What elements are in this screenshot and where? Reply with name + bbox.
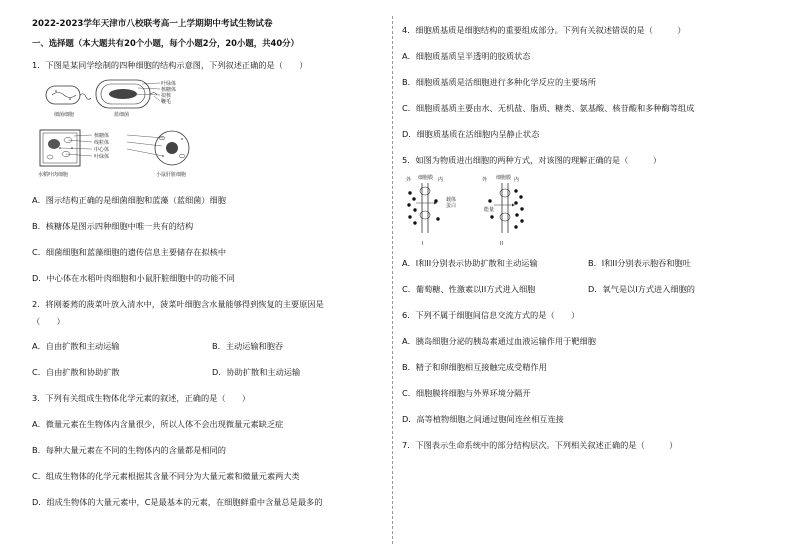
fig1-caption-rice: 水稻叶肉细胞 [38,172,69,178]
fig1-caption-cyanobacteria: 蓝细菌 [114,112,130,118]
question-5-option-c: C．葡萄糖、性激素以II方式进入细胞 [402,284,536,294]
question-5-figure [402,171,774,251]
question-1-option-c: C．细菌细胞和蓝藻细胞的遗传信息主要储存在拟核中 [32,247,227,257]
question-7-stem: 7．下图表示生命系统中的部分结构层次。下列相关叙述正确的是（ ） [402,440,678,450]
fig5-label-inside-2: 内 [514,177,520,183]
cyanobacteria-drawing [96,80,157,108]
fig1-label-nucleoid: 拟核 [161,93,172,99]
fig1-label-flagellum: 鞭毛 [161,99,172,105]
fig1-label-chloroplast-top: 叶绿体 [161,81,177,87]
question-6-option-a: A．胰岛细胞分泌的胰岛素通过血液运输作用于靶细胞 [402,336,596,346]
question-5-option-a: A．I和II分别表示协助扩散和主动运输 [402,258,538,268]
cell-diagrams [32,76,192,188]
fig5-roman-2: II [500,241,503,247]
fig1-label-ribosome: 核糖体 [94,133,110,139]
question-2-option-d: D．协助扩散和主动运输 [212,367,301,377]
fig5-roman-1: I [422,241,424,247]
question-6-option-c: C．细胞膜将细胞与外界环境分隔开 [402,388,531,398]
exam-title: 2022-2023学年天津市八校联考高一上学期期中考试生物试卷 [32,19,273,29]
question-6-stem: 6．下列不属于细胞间信息交流方式的是（ ） [402,310,580,320]
fig5-label-carrier: 载体 [446,197,457,203]
question-4-option-c: C．细胞质基质主要由水、无机盐、脂质、糖类、氨基酸、核苷酸和多种酶等组成 [402,103,695,113]
fig5-label-membrane-2: 细胞膜 [496,175,512,181]
question-2-option-b: B．主动运输和胞吞 [212,341,284,351]
question-4-option-b: B．细胞质基质是活细胞进行多种化学反应的主要场所 [402,77,596,87]
question-5-option-d: D．氧气是以I方式进入细胞的 [588,284,695,294]
question-1-figure [32,76,392,188]
fig5-label-inside-1: 内 [438,177,444,183]
question-1-option-b: B．核糖体是图示四种细胞中唯一共有的结构 [32,221,194,231]
question-1-option-d: D．中心体在水稻叶肉细胞和小鼠肝脏细胞中的功能不同 [32,273,235,283]
question-3-option-b: B．每种大量元素在不同的生物体内的含量都是相同的 [32,445,226,455]
question-3-option-d: D．组成生物体的大量元素中，C是最基本的元素，在细胞鲜重中含量总是最多的 [32,497,323,507]
question-2-stem-paren: （ ） [32,316,65,326]
question-6-option-b: B．精子和卵细胞相互接触完成受精作用 [402,362,547,372]
fig1-label-mitochondria: 线粒体 [94,140,110,146]
mouse-liver-cell-drawing [155,131,189,165]
fig1-label-centrosome: 中心体 [94,147,110,153]
question-5-options-row-2 [402,283,774,296]
question-2-option-a: A．自由扩散和主动运输 [32,341,120,351]
column-divider [392,16,393,544]
question-1-option-a: A．图示结构正确的是细菌细胞和蓝藻（蓝细菌）细胞 [32,195,226,205]
transport-diagram [402,171,552,251]
left-column [32,18,392,509]
transport-mode-1-drawing [407,183,439,233]
fig5-label-outside-1: 外 [406,177,412,183]
question-3-stem: 3．下列有关组成生物体化学元素的叙述，正确的是（ ） [32,393,251,403]
question-2-options-row-1 [32,340,392,353]
fig5-label-protein: 蛋白 [446,203,457,209]
question-2-stem: 2．将刚萎蔫的菠菜叶放入清水中，菠菜叶细胞含水量能够得到恢复的主要原因是 [32,299,324,309]
fig5-label-outside-2: 外 [482,177,488,183]
fig5-label-membrane-1: 细胞膜 [418,175,434,181]
question-2-options-row-2 [32,366,392,379]
question-3-option-a: A．微量元素在生物体内含量很少，所以人体不会出现微量元素缺乏症 [32,419,284,429]
bacteria-cell-drawing [46,86,91,104]
question-6-option-d: D．高等植物细胞之间通过胞间连丝相互连接 [402,414,564,424]
question-5-option-b: B．I和II分别表示胞吞和胞吐 [588,258,691,268]
fig1-caption-mouse: 小鼠肝脏细胞 [156,172,187,178]
fig1-label-ribosome-top: 核糖体 [161,87,177,93]
question-5-options-row-1 [402,257,774,270]
right-column [402,18,774,452]
question-4-stem: 4．细胞质基质是细胞结构的重要组成部分。下列有关叙述错误的是（ ） [402,25,686,35]
question-1-stem: 1．下图是某同学绘制的四种细胞的结构示意图，下列叙述正确的是（ ） [32,60,308,70]
question-2-option-c: C．自由扩散和协助扩散 [32,367,120,377]
question-3-option-c: C．组成生物体的化学元素根据其含量不同分为大量元素和微量元素两大类 [32,471,300,481]
fig1-caption-bacteria: 细菌细胞 [54,112,75,118]
fig1-label-chloroplast: 叶绿体 [94,154,110,160]
question-4-option-d: D．细胞质基质在活细胞内呈静止状态 [402,129,540,139]
fig5-label-energy: 能量 [484,207,495,213]
section-heading: 一、选择题（本大题共有20个小题，每个小题2分，20小题，共40分） [32,38,299,48]
question-4-option-a: A．细胞质基质呈半透明的胶质状态 [402,51,531,61]
question-5-stem: 5．如图为物质进出细胞的两种方式，对该图的理解正确的是（ ） [402,155,662,165]
